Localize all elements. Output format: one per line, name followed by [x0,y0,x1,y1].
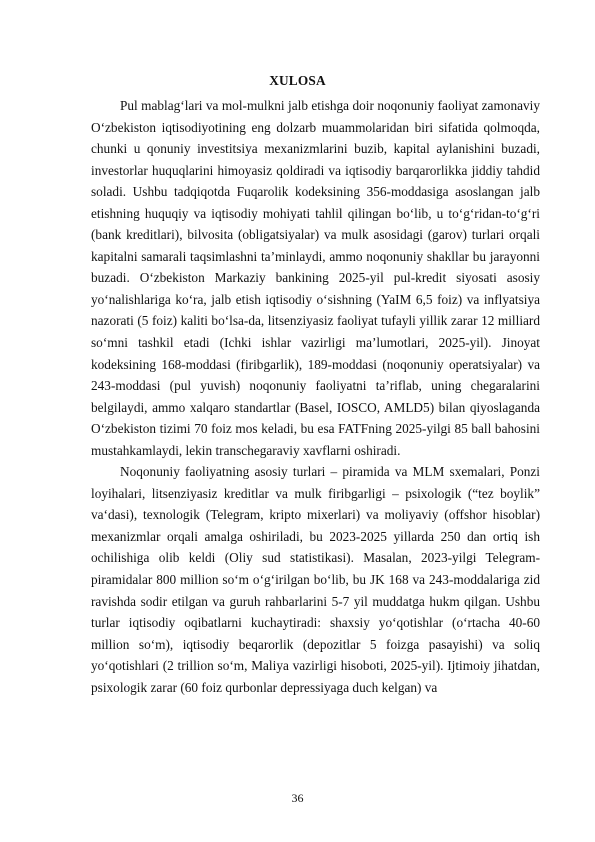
paragraph-1: Pul mablag‘lari va mol-mulkni jalb etishga doir noqonuniy faoliyat zamonaviy O‘zbekiston iqtisodiyotining eng dolzarb muammolaridan biri sifatida qolmoqda, chunki u qonuniy investitsiya mexanizmlarini buzib, kapital aylanishini buzadi, investorlar huquqlarini himoyasiz qoldiradi va iqtisodiy barqarorlikka jiddiy tahdid soladi. Ushbu tadqiqotda Fuqarolik kodeksining 356-moddasiga asoslangan jalb etishning huquqiy va iqtisodiy mohiyati tahlil qilingan bo‘lib, u to‘g‘ridan-to‘g‘ri (bank kreditlari), bilvosita (obligatsiyalar) va mulk asosidagi (garov) turlari orqali kapitalni samarali taqsimlashni ta’minlaydi, ammo noqonuniy shakllar bu jarayonni buzadi. O‘zbekiston Markaziy bankining 2025-yil pul-kredit siyosati asosiy yo‘nalishlariga ko‘ra, jalb etish iqtisodiy o‘sishning (YaIM 6,5 foiz) va inflyatsiya nazorati (5 foiz) kaliti bo‘lsa-da, litsenziyasiz faoliyat tufayli yillik zarar 12 milliard so‘mni tashkil etadi (Ichki ishlar vazirligi ma’lumotlari, 2025-yil). Jinoyat kodeksining 168-moddasi (firibgarlik), 189-moddasi (noqonuniy operatsiyalar) va 243-moddasi (pul yuvish) noqonuniy faoliyatni ta’riflab, uning chegaralarini belgilaydi, ammo xalqaro standartlar (Basel, IOSCO, AMLD5) bilan qiyoslaganda O‘zbekiston tizimi 70 foiz mos keladi, bu esa FATFning 2025-yilgi 85 ball bahosini mustahkamlaydi, lekin transchegaraviy xavflarni oshiradi. [91,98,540,458]
paragraph-2: Noqonuniy faoliyatning asosiy turlari – piramida va MLM sxemalari, Ponzi loyihalari, litsenziyasiz kreditlar va mulk firibgarligi – psixologik (“tez boylik” va‘dasi), texnologik (Telegram, kripto mixerlari) va moliyaviy (offshor hisoblar) mexanizmlar orqali amalga oshiriladi, bu 2023-2025 yillarda 250 dan ortiq ish ochilishiga olib keldi (Oliy sud statistikasi). Masalan, 2023-yilgi Telegram-piramidalar 800 million so‘m o‘g‘irilgan bo‘lib, bu JK 168 va 243-moddalariga zid ravishda sodir etilgan va guruh rahbarlarini 5-7 yil muddatga hukm qilgan. Ushbu turlar iqtisodiy oqibatlarni kuchaytiradi: shaxsiy yo‘qotishlar (o‘rtacha 40-60 million so‘m), iqtisodiy beqarorlik (depozitlar 5 foizga pasayishi) va soliq yo‘qotishlari (2 trillion so‘m, Maliya vazirligi hisoboti, 2025-yil). Ijtimoiy jihatdan, psixologik zarar (60 foiz qurbonlar depressiyaga duch kelgan) va [91,464,540,695]
section-heading: XULOSA [269,73,326,88]
body-text [91,95,540,698]
page-number: 36 [291,791,304,805]
